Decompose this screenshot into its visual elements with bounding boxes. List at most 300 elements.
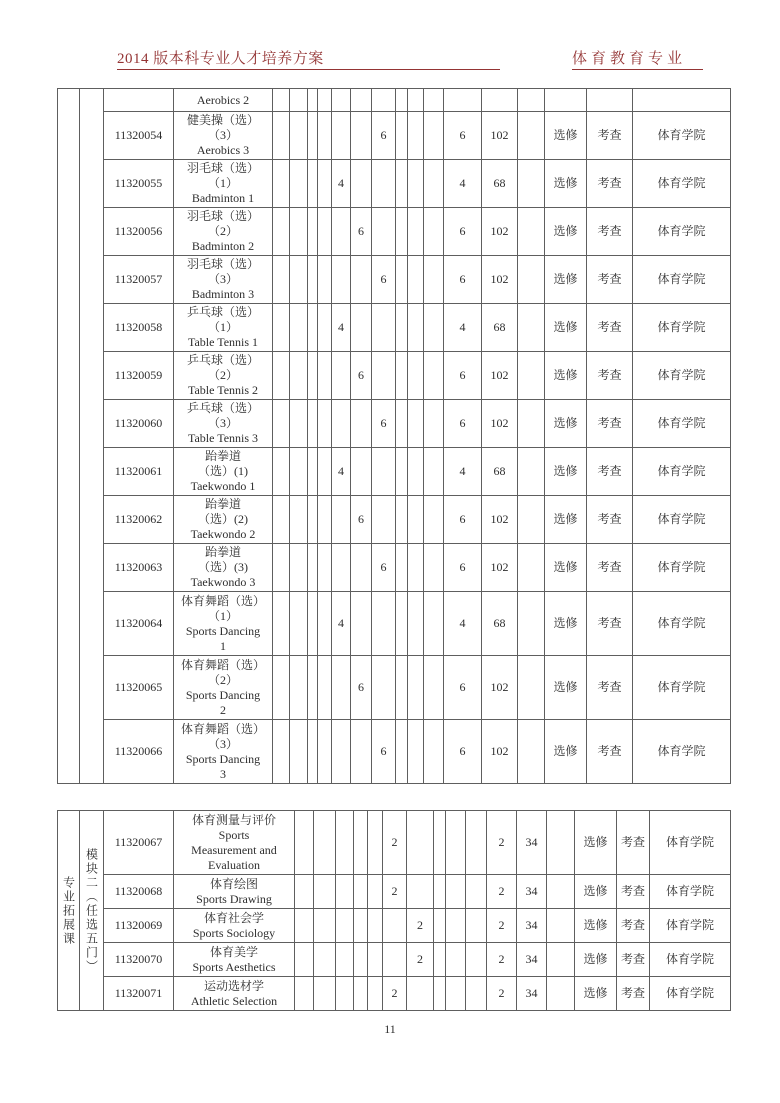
semester-cell (408, 720, 424, 784)
course-name-line: 健美操（选） (186, 113, 259, 127)
empty-cell (547, 977, 575, 1011)
course-name-line: 羽毛球（选） (186, 161, 259, 175)
semester-cell (368, 811, 383, 875)
semester-cell (308, 89, 318, 112)
semester-cell (318, 656, 332, 720)
course-name-line: Measurement and (191, 842, 277, 857)
credit-cell (444, 89, 482, 112)
semester-cell (273, 112, 290, 160)
semester-cell (290, 720, 308, 784)
course-row (58, 496, 731, 544)
semester-cell: 6 (351, 352, 372, 400)
hours-cell: 34 (517, 943, 547, 977)
semester-cell (372, 592, 396, 656)
semester-cell (407, 811, 434, 875)
empty-cell (518, 544, 545, 592)
college-cell: 体育学院 (633, 720, 731, 784)
semester-cell (446, 875, 466, 909)
semester-cell (351, 304, 372, 352)
empty-cell (518, 448, 545, 496)
hours-cell: 34 (517, 977, 547, 1011)
semester-cell (336, 875, 354, 909)
semester-cell (424, 496, 444, 544)
credit-cell: 2 (487, 943, 517, 977)
semester-cell (332, 256, 351, 304)
credit-cell: 4 (444, 448, 482, 496)
semester-cell (396, 448, 408, 496)
semester-cell (314, 909, 336, 943)
course-name-line: （3） (207, 736, 238, 751)
semester-cell (295, 875, 314, 909)
credit-cell: 2 (487, 811, 517, 875)
category1-cell-label: 专业拓展课 (61, 875, 76, 946)
course-name-line: 体育舞蹈（选） (180, 657, 265, 672)
course-name-line: 体育美学 (209, 944, 258, 959)
course-nature-cell: 选修 (545, 496, 587, 544)
exam-method-cell: 考查 (617, 875, 650, 909)
hours-cell: 102 (482, 208, 518, 256)
course-row (58, 208, 731, 256)
course-name-line: Sports Dancing (185, 687, 261, 702)
course-name-line: Athletic Selection (190, 993, 278, 1008)
semester-cell (308, 304, 318, 352)
empty-cell (518, 656, 545, 720)
course-name-line: （1） (207, 608, 238, 623)
exam-method-cell: 考查 (587, 160, 633, 208)
semester-cell (336, 811, 354, 875)
semester-cell (446, 977, 466, 1011)
semester-cell (351, 89, 372, 112)
credit-cell: 6 (444, 720, 482, 784)
hours-cell (482, 89, 518, 112)
running-header (0, 50, 780, 74)
semester-cell (290, 304, 308, 352)
course-row (58, 875, 731, 909)
semester-cell (424, 160, 444, 208)
semester-cell (308, 160, 318, 208)
course-nature-cell: 选修 (545, 352, 587, 400)
course-name-line: 跆拳道 (204, 449, 241, 463)
semester-cell: 4 (332, 160, 351, 208)
course-row (58, 160, 731, 208)
semester-cell (332, 496, 351, 544)
empty-cell (547, 909, 575, 943)
course-name-cell (174, 656, 273, 720)
credit-cell: 4 (444, 592, 482, 656)
semester-cell (318, 720, 332, 784)
hours-cell: 34 (517, 875, 547, 909)
semester-cell (318, 544, 332, 592)
hours-cell: 102 (482, 112, 518, 160)
course-name-cell (174, 112, 273, 160)
semester-cell (424, 352, 444, 400)
course-name-line: 体育测量与评价 (191, 812, 276, 827)
semester-cell (314, 811, 336, 875)
college-cell (633, 89, 731, 112)
course-nature-cell: 选修 (545, 208, 587, 256)
semester-cell (308, 496, 318, 544)
course-name-cell (174, 943, 295, 977)
course-nature-cell: 选修 (545, 656, 587, 720)
semester-cell (314, 875, 336, 909)
semester-cell (308, 208, 318, 256)
semester-cell (273, 304, 290, 352)
empty-cell (518, 208, 545, 256)
semester-cell (273, 720, 290, 784)
course-name-cell (174, 400, 273, 448)
semester-cell (383, 943, 407, 977)
category1-cell (58, 89, 80, 784)
semester-cell (396, 256, 408, 304)
semester-cell (446, 943, 466, 977)
course-name-cell (174, 875, 295, 909)
college-cell: 体育学院 (633, 256, 731, 304)
exam-method-cell: 考查 (617, 977, 650, 1011)
exam-method-cell: 考查 (587, 256, 633, 304)
course-name-line: Sports Sociology (192, 925, 276, 940)
semester-cell (396, 112, 408, 160)
course-row (58, 544, 731, 592)
semester-cell (318, 160, 332, 208)
course-row (58, 304, 731, 352)
course-name-cell (174, 256, 273, 304)
credit-cell: 6 (444, 256, 482, 304)
semester-cell (318, 352, 332, 400)
course-name-cell (174, 160, 273, 208)
semester-cell (434, 909, 446, 943)
course-name-line: 乒乓球（选） (186, 401, 259, 415)
empty-cell (547, 943, 575, 977)
hours-cell: 102 (482, 656, 518, 720)
exam-method-cell: 考查 (617, 811, 650, 875)
semester-cell (273, 89, 290, 112)
course-name-line: 羽毛球（选） (186, 257, 259, 271)
course-nature-cell: 选修 (575, 909, 617, 943)
semester-cell (351, 256, 372, 304)
empty-cell (518, 256, 545, 304)
semester-cell (368, 909, 383, 943)
exam-method-cell: 考查 (587, 448, 633, 496)
category2-cell (80, 89, 104, 784)
semester-cell (408, 352, 424, 400)
semester-cell (318, 448, 332, 496)
semester-cell (273, 544, 290, 592)
semester-cell (308, 256, 318, 304)
semester-cell (273, 448, 290, 496)
course-code-cell (104, 89, 174, 112)
semester-cell (408, 160, 424, 208)
semester-cell (408, 400, 424, 448)
course-name-line: （3） (207, 272, 238, 286)
semester-cell (290, 352, 308, 400)
semester-cell: 2 (407, 909, 434, 943)
exam-method-cell: 考查 (587, 496, 633, 544)
semester-cell (466, 909, 487, 943)
empty-cell (518, 720, 545, 784)
credit-cell: 4 (444, 160, 482, 208)
semester-cell (396, 352, 408, 400)
semester-cell (318, 496, 332, 544)
semester-cell (273, 592, 290, 656)
semester-cell (314, 977, 336, 1011)
college-cell: 体育学院 (633, 208, 731, 256)
course-name-line: 跆拳道 (204, 545, 241, 559)
semester-cell (408, 256, 424, 304)
college-cell: 体育学院 (633, 592, 731, 656)
credit-cell: 2 (487, 909, 517, 943)
semester-cell (273, 496, 290, 544)
semester-cell (332, 720, 351, 784)
exam-method-cell (587, 89, 633, 112)
course-nature-cell: 选修 (575, 977, 617, 1011)
course-nature-cell: 选修 (575, 943, 617, 977)
course-code-cell: 11320065 (104, 656, 174, 720)
course-nature-cell: 选修 (545, 592, 587, 656)
college-cell: 体育学院 (650, 875, 731, 909)
empty-cell (547, 811, 575, 875)
course-name-line: Taekwondo 3 (190, 575, 256, 589)
course-name-line: （2） (207, 224, 238, 238)
semester-cell (396, 656, 408, 720)
semester-cell: 2 (407, 943, 434, 977)
semester-cell (408, 496, 424, 544)
semester-cell (424, 208, 444, 256)
course-table-module2 (57, 810, 731, 1011)
semester-cell (332, 400, 351, 448)
college-cell: 体育学院 (633, 112, 731, 160)
semester-cell (318, 400, 332, 448)
semester-cell (466, 943, 487, 977)
semester-cell: 2 (383, 811, 407, 875)
course-name-cell (174, 811, 295, 875)
semester-cell (314, 943, 336, 977)
hours-cell: 102 (482, 720, 518, 784)
course-nature-cell: 选修 (545, 448, 587, 496)
college-cell: 体育学院 (633, 496, 731, 544)
course-row (58, 811, 731, 875)
semester-cell (332, 208, 351, 256)
semester-cell (290, 544, 308, 592)
course-name-line: （选）(1) (198, 464, 248, 478)
semester-cell (372, 160, 396, 208)
college-cell: 体育学院 (633, 544, 731, 592)
semester-cell (407, 977, 434, 1011)
semester-cell (273, 208, 290, 256)
course-name-line: Sports Drawing (196, 891, 272, 906)
exam-method-cell: 考查 (587, 208, 633, 256)
hours-cell: 68 (482, 160, 518, 208)
course-code-cell: 11320067 (104, 811, 174, 875)
semester-cell (318, 89, 332, 112)
semester-cell (273, 656, 290, 720)
semester-cell (332, 544, 351, 592)
course-name-line: Badminton 1 (191, 191, 255, 205)
course-code-cell: 11320056 (104, 208, 174, 256)
course-table-electives-continued (57, 88, 731, 784)
course-name-line: Badminton 3 (191, 287, 255, 301)
course-nature-cell (545, 89, 587, 112)
semester-cell: 2 (383, 977, 407, 1011)
semester-cell (336, 977, 354, 1011)
course-code-cell: 11320066 (104, 720, 174, 784)
semester-cell (290, 208, 308, 256)
course-name-line: Sports (218, 827, 250, 842)
semester-cell (396, 544, 408, 592)
course-name-line: （3） (207, 128, 238, 142)
empty-cell (518, 304, 545, 352)
semester-cell (308, 352, 318, 400)
credit-cell: 6 (444, 400, 482, 448)
semester-cell (368, 875, 383, 909)
semester-cell (408, 208, 424, 256)
course-code-cell: 11320064 (104, 592, 174, 656)
exam-method-cell: 考查 (587, 656, 633, 720)
semester-cell: 6 (351, 656, 372, 720)
semester-cell (290, 400, 308, 448)
credit-cell: 2 (487, 875, 517, 909)
semester-cell (336, 909, 354, 943)
page-number: 11 (384, 1022, 396, 1036)
course-name-cell (174, 496, 273, 544)
semester-cell (372, 352, 396, 400)
course-row (58, 656, 731, 720)
semester-cell (290, 256, 308, 304)
course-code-cell: 11320057 (104, 256, 174, 304)
semester-cell: 6 (351, 208, 372, 256)
course-row (58, 720, 731, 784)
semester-cell (372, 304, 396, 352)
semester-cell (354, 943, 368, 977)
semester-cell: 6 (372, 400, 396, 448)
course-code-cell: 11320071 (104, 977, 174, 1011)
empty-cell (518, 496, 545, 544)
credit-cell: 6 (444, 352, 482, 400)
course-nature-cell: 选修 (545, 400, 587, 448)
semester-cell (396, 720, 408, 784)
credit-cell: 6 (444, 496, 482, 544)
course-row (58, 256, 731, 304)
course-name-cell (174, 89, 273, 112)
semester-cell (424, 448, 444, 496)
college-cell: 体育学院 (633, 160, 731, 208)
course-code-cell: 11320070 (104, 943, 174, 977)
semester-cell (424, 400, 444, 448)
semester-cell (290, 160, 308, 208)
semester-cell (308, 656, 318, 720)
course-code-cell: 11320068 (104, 875, 174, 909)
empty-cell (518, 352, 545, 400)
course-code-cell: 11320059 (104, 352, 174, 400)
semester-cell (407, 875, 434, 909)
semester-cell (308, 400, 318, 448)
course-name-cell (174, 304, 273, 352)
course-nature-cell: 选修 (575, 811, 617, 875)
course-name-line: 乒乓球（选） (186, 353, 259, 367)
semester-cell (318, 592, 332, 656)
course-row (58, 112, 731, 160)
semester-cell: 6 (372, 112, 396, 160)
credit-cell: 6 (444, 208, 482, 256)
category2-cell-label: 模块二（任选五门） (84, 847, 99, 974)
hours-cell: 68 (482, 304, 518, 352)
semester-cell (273, 256, 290, 304)
semester-cell (396, 496, 408, 544)
exam-method-cell: 考查 (587, 400, 633, 448)
semester-cell (351, 544, 372, 592)
semester-cell (372, 656, 396, 720)
category2-cell (80, 811, 104, 1011)
course-code-cell: 11320055 (104, 160, 174, 208)
hours-cell: 68 (482, 592, 518, 656)
credit-cell: 6 (444, 112, 482, 160)
semester-cell (466, 811, 487, 875)
semester-cell (424, 89, 444, 112)
hours-cell: 102 (482, 256, 518, 304)
course-nature-cell: 选修 (545, 544, 587, 592)
semester-cell (396, 208, 408, 256)
semester-cell (372, 448, 396, 496)
header-left-title: 2014 版本科专业人才培养方案 (117, 50, 500, 70)
course-name-line: 1 (220, 638, 226, 653)
semester-cell (318, 208, 332, 256)
semester-cell (354, 811, 368, 875)
empty-cell (518, 160, 545, 208)
course-name-line: Taekwondo 2 (190, 527, 256, 541)
course-row (58, 592, 731, 656)
semester-cell (466, 875, 487, 909)
semester-cell (308, 592, 318, 656)
hours-cell: 102 (482, 400, 518, 448)
course-name-line: 体育绘图 (209, 876, 258, 891)
semester-cell (396, 592, 408, 656)
semester-cell (354, 977, 368, 1011)
course-name-line: Table Tennis 2 (187, 383, 259, 397)
college-cell: 体育学院 (633, 352, 731, 400)
credit-cell: 2 (487, 977, 517, 1011)
semester-cell (332, 112, 351, 160)
course-code-cell: 11320054 (104, 112, 174, 160)
course-name-line: （1） (207, 320, 238, 334)
course-name-cell (174, 544, 273, 592)
semester-cell (273, 352, 290, 400)
semester-cell (318, 304, 332, 352)
semester-cell (368, 977, 383, 1011)
semester-cell (372, 496, 396, 544)
empty-cell (518, 89, 545, 112)
semester-cell (466, 977, 487, 1011)
course-name-cell (174, 208, 273, 256)
course-nature-cell: 选修 (545, 256, 587, 304)
semester-cell (396, 160, 408, 208)
hours-cell: 34 (517, 811, 547, 875)
semester-cell (318, 112, 332, 160)
semester-cell (308, 448, 318, 496)
semester-cell (424, 112, 444, 160)
college-cell: 体育学院 (650, 943, 731, 977)
empty-cell (547, 875, 575, 909)
course-code-cell: 11320069 (104, 909, 174, 943)
course-row (58, 448, 731, 496)
course-name-line: （2） (207, 672, 238, 687)
exam-method-cell: 考查 (617, 909, 650, 943)
hours-cell: 102 (482, 496, 518, 544)
semester-cell: 6 (372, 544, 396, 592)
course-nature-cell: 选修 (545, 160, 587, 208)
course-name-line: 羽毛球（选） (186, 209, 259, 223)
course-name-cell (174, 592, 273, 656)
course-nature-cell: 选修 (575, 875, 617, 909)
semester-cell (295, 909, 314, 943)
